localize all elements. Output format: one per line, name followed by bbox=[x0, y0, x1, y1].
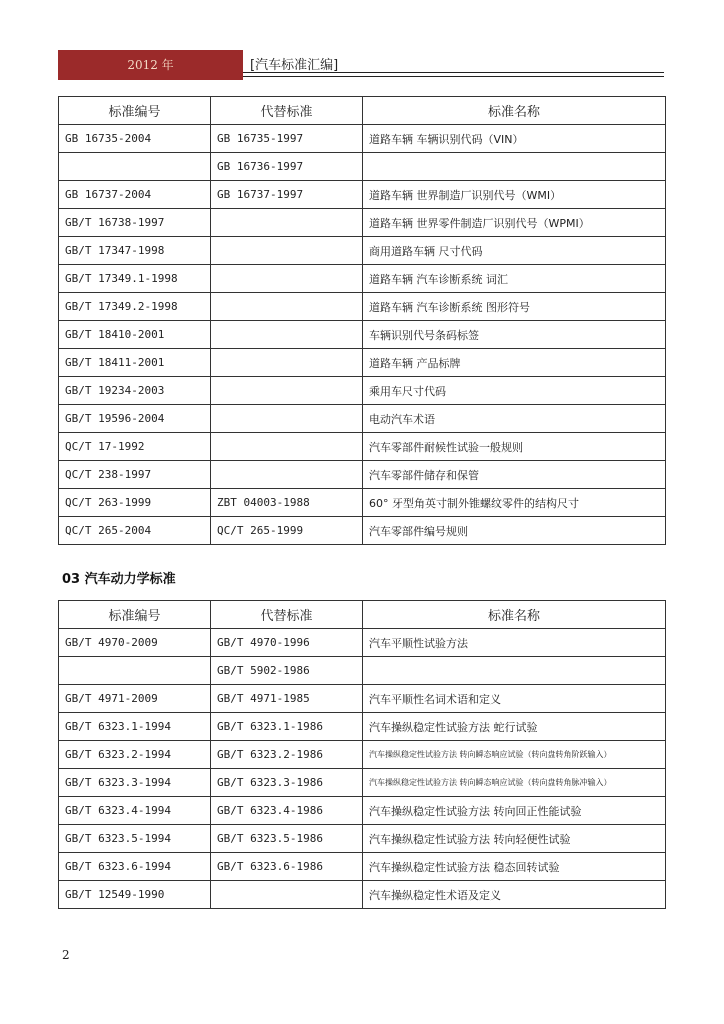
standard-name-cell: 商用道路车辆 尺寸代码 bbox=[363, 237, 666, 265]
col-header-number: 标准编号 bbox=[59, 97, 211, 125]
replaced-standard-cell bbox=[211, 237, 363, 265]
table-row bbox=[59, 797, 666, 825]
standard-number-cell: GB/T 17347-1998 bbox=[59, 237, 211, 265]
standard-number-cell: QC/T 263-1999 bbox=[59, 489, 211, 517]
col-header-name: 标准名称 bbox=[363, 601, 666, 629]
standard-number-cell: GB/T 6323.6-1994 bbox=[59, 853, 211, 881]
standard-number-cell: QC/T 238-1997 bbox=[59, 461, 211, 489]
col-header-number: 标准编号 bbox=[59, 601, 211, 629]
table-row bbox=[59, 405, 666, 433]
standard-name-cell: 汽车操纵稳定性试验方法 转向瞬态响应试验（转向盘转角阶跃输入） bbox=[363, 741, 666, 769]
standard-number-cell bbox=[59, 153, 211, 181]
replaced-standard-cell bbox=[211, 349, 363, 377]
standard-number-cell: GB/T 4970-2009 bbox=[59, 629, 211, 657]
table-row bbox=[59, 881, 666, 909]
table-row bbox=[59, 825, 666, 853]
col-header-replaces: 代替标准 bbox=[211, 601, 363, 629]
table-row bbox=[59, 741, 666, 769]
table-row bbox=[59, 853, 666, 881]
col-header-replaces: 代替标准 bbox=[211, 97, 363, 125]
col-header-name: 标准名称 bbox=[363, 97, 666, 125]
standard-number-cell: GB/T 6323.1-1994 bbox=[59, 713, 211, 741]
standard-number-cell: GB 16737-2004 bbox=[59, 181, 211, 209]
standard-number-cell: GB/T 17349.2-1998 bbox=[59, 293, 211, 321]
replaced-standard-cell: GB/T 4970-1996 bbox=[211, 629, 363, 657]
replaced-standard-cell: GB/T 6323.6-1986 bbox=[211, 853, 363, 881]
replaced-standard-cell bbox=[211, 405, 363, 433]
replaced-standard-cell bbox=[211, 881, 363, 909]
standard-name-cell: 汽车零部件耐候性试验一般规则 bbox=[363, 433, 666, 461]
table-row bbox=[59, 433, 666, 461]
table-header-row bbox=[59, 97, 666, 125]
standard-number-cell: GB/T 6323.3-1994 bbox=[59, 769, 211, 797]
replaced-standard-cell: GB/T 4971-1985 bbox=[211, 685, 363, 713]
standard-number-cell: GB 16735-2004 bbox=[59, 125, 211, 153]
table-row bbox=[59, 713, 666, 741]
replaced-standard-cell bbox=[211, 377, 363, 405]
table-row bbox=[59, 181, 666, 209]
replaced-standard-cell: GB/T 6323.4-1986 bbox=[211, 797, 363, 825]
standard-number-cell: GB/T 18411-2001 bbox=[59, 349, 211, 377]
standard-name-cell: 道路车辆 世界零件制造厂识别代号（WPMI） bbox=[363, 209, 666, 237]
table-row bbox=[59, 265, 666, 293]
replaced-standard-cell bbox=[211, 293, 363, 321]
standard-name-cell: 汽车平顺性名词术语和定义 bbox=[363, 685, 666, 713]
table-row bbox=[59, 685, 666, 713]
replaced-standard-cell bbox=[211, 265, 363, 293]
standard-number-cell: GB/T 19596-2004 bbox=[59, 405, 211, 433]
table-row bbox=[59, 209, 666, 237]
table-row bbox=[59, 769, 666, 797]
table-row bbox=[59, 349, 666, 377]
standard-name-cell: 电动汽车术语 bbox=[363, 405, 666, 433]
section-title: 03 汽车动力学标准 bbox=[62, 572, 176, 587]
standard-number-cell: GB/T 18410-2001 bbox=[59, 321, 211, 349]
replaced-standard-cell bbox=[211, 321, 363, 349]
standard-name-cell: 汽车零部件储存和保管 bbox=[363, 461, 666, 489]
table-row bbox=[59, 321, 666, 349]
standard-name-cell: 道路车辆 汽车诊断系统 词汇 bbox=[363, 265, 666, 293]
header-rule bbox=[243, 76, 664, 77]
header-rule bbox=[243, 72, 664, 73]
standard-number-cell: QC/T 265-2004 bbox=[59, 517, 211, 545]
table-header-row bbox=[59, 601, 666, 629]
table-row bbox=[59, 629, 666, 657]
replaced-standard-cell: GB 16735-1997 bbox=[211, 125, 363, 153]
dynamics-standards-table bbox=[58, 600, 666, 909]
replaced-standard-cell: GB/T 6323.2-1986 bbox=[211, 741, 363, 769]
standard-name-cell: 汽车操纵稳定性试验方法 蛇行试验 bbox=[363, 713, 666, 741]
table-row bbox=[59, 489, 666, 517]
standard-name-cell: 汽车零部件编号规则 bbox=[363, 517, 666, 545]
standard-number-cell: GB/T 19234-2003 bbox=[59, 377, 211, 405]
standard-name-cell: 车辆识别代号条码标签 bbox=[363, 321, 666, 349]
standard-number-cell: QC/T 17-1992 bbox=[59, 433, 211, 461]
replaced-standard-cell: GB/T 5902-1986 bbox=[211, 657, 363, 685]
table-row bbox=[59, 153, 666, 181]
table-row bbox=[59, 293, 666, 321]
table-row bbox=[59, 461, 666, 489]
document-title: [汽车标准汇编] bbox=[250, 58, 339, 73]
standard-name-cell: 汽车操纵稳定性试验方法 转向轻便性试验 bbox=[363, 825, 666, 853]
replaced-standard-cell: GB/T 6323.1-1986 bbox=[211, 713, 363, 741]
standard-number-cell: GB/T 12549-1990 bbox=[59, 881, 211, 909]
replaced-standard-cell: QC/T 265-1999 bbox=[211, 517, 363, 545]
standard-name-cell bbox=[363, 657, 666, 685]
replaced-standard-cell bbox=[211, 461, 363, 489]
table-row bbox=[59, 237, 666, 265]
standard-number-cell: GB/T 16738-1997 bbox=[59, 209, 211, 237]
standard-name-cell: 道路车辆 车辆识别代码（VIN） bbox=[363, 125, 666, 153]
table-row bbox=[59, 125, 666, 153]
table-row bbox=[59, 657, 666, 685]
standard-name-cell: 汽车操纵稳定性试验方法 转向回正性能试验 bbox=[363, 797, 666, 825]
standard-name-cell: 汽车操纵稳定性试验方法 转向瞬态响应试验（转向盘转角脉冲输入） bbox=[363, 769, 666, 797]
standard-number-cell: GB/T 17349.1-1998 bbox=[59, 265, 211, 293]
replaced-standard-cell: GB/T 6323.5-1986 bbox=[211, 825, 363, 853]
table-row bbox=[59, 517, 666, 545]
standard-number-cell: GB/T 4971-2009 bbox=[59, 685, 211, 713]
page-number: 2 bbox=[62, 948, 70, 962]
year-label: 2012 年 bbox=[58, 50, 243, 80]
standard-name-cell: 汽车操纵稳定性试验方法 稳态回转试验 bbox=[363, 853, 666, 881]
standard-number-cell: GB/T 6323.2-1994 bbox=[59, 741, 211, 769]
replaced-standard-cell: ZBT 04003-1988 bbox=[211, 489, 363, 517]
standard-name-cell: 汽车操纵稳定性术语及定义 bbox=[363, 881, 666, 909]
replaced-standard-cell bbox=[211, 209, 363, 237]
standard-name-cell: 道路车辆 世界制造厂识别代号（WMI） bbox=[363, 181, 666, 209]
standard-name-cell bbox=[363, 153, 666, 181]
replaced-standard-cell: GB/T 6323.3-1986 bbox=[211, 769, 363, 797]
standards-table bbox=[58, 96, 666, 545]
replaced-standard-cell: GB 16737-1997 bbox=[211, 181, 363, 209]
standard-number-cell: GB/T 6323.4-1994 bbox=[59, 797, 211, 825]
table-row bbox=[59, 377, 666, 405]
page-header bbox=[58, 50, 664, 80]
standard-name-cell: 汽车平顺性试验方法 bbox=[363, 629, 666, 657]
standard-name-cell: 乘用车尺寸代码 bbox=[363, 377, 666, 405]
replaced-standard-cell bbox=[211, 433, 363, 461]
standard-number-cell bbox=[59, 657, 211, 685]
standard-name-cell: 道路车辆 产品标牌 bbox=[363, 349, 666, 377]
standard-name-cell: 道路车辆 汽车诊断系统 图形符号 bbox=[363, 293, 666, 321]
standard-name-cell: 60° 牙型角英寸制外锥螺纹零件的结构尺寸 bbox=[363, 489, 666, 517]
replaced-standard-cell: GB 16736-1997 bbox=[211, 153, 363, 181]
standard-number-cell: GB/T 6323.5-1994 bbox=[59, 825, 211, 853]
